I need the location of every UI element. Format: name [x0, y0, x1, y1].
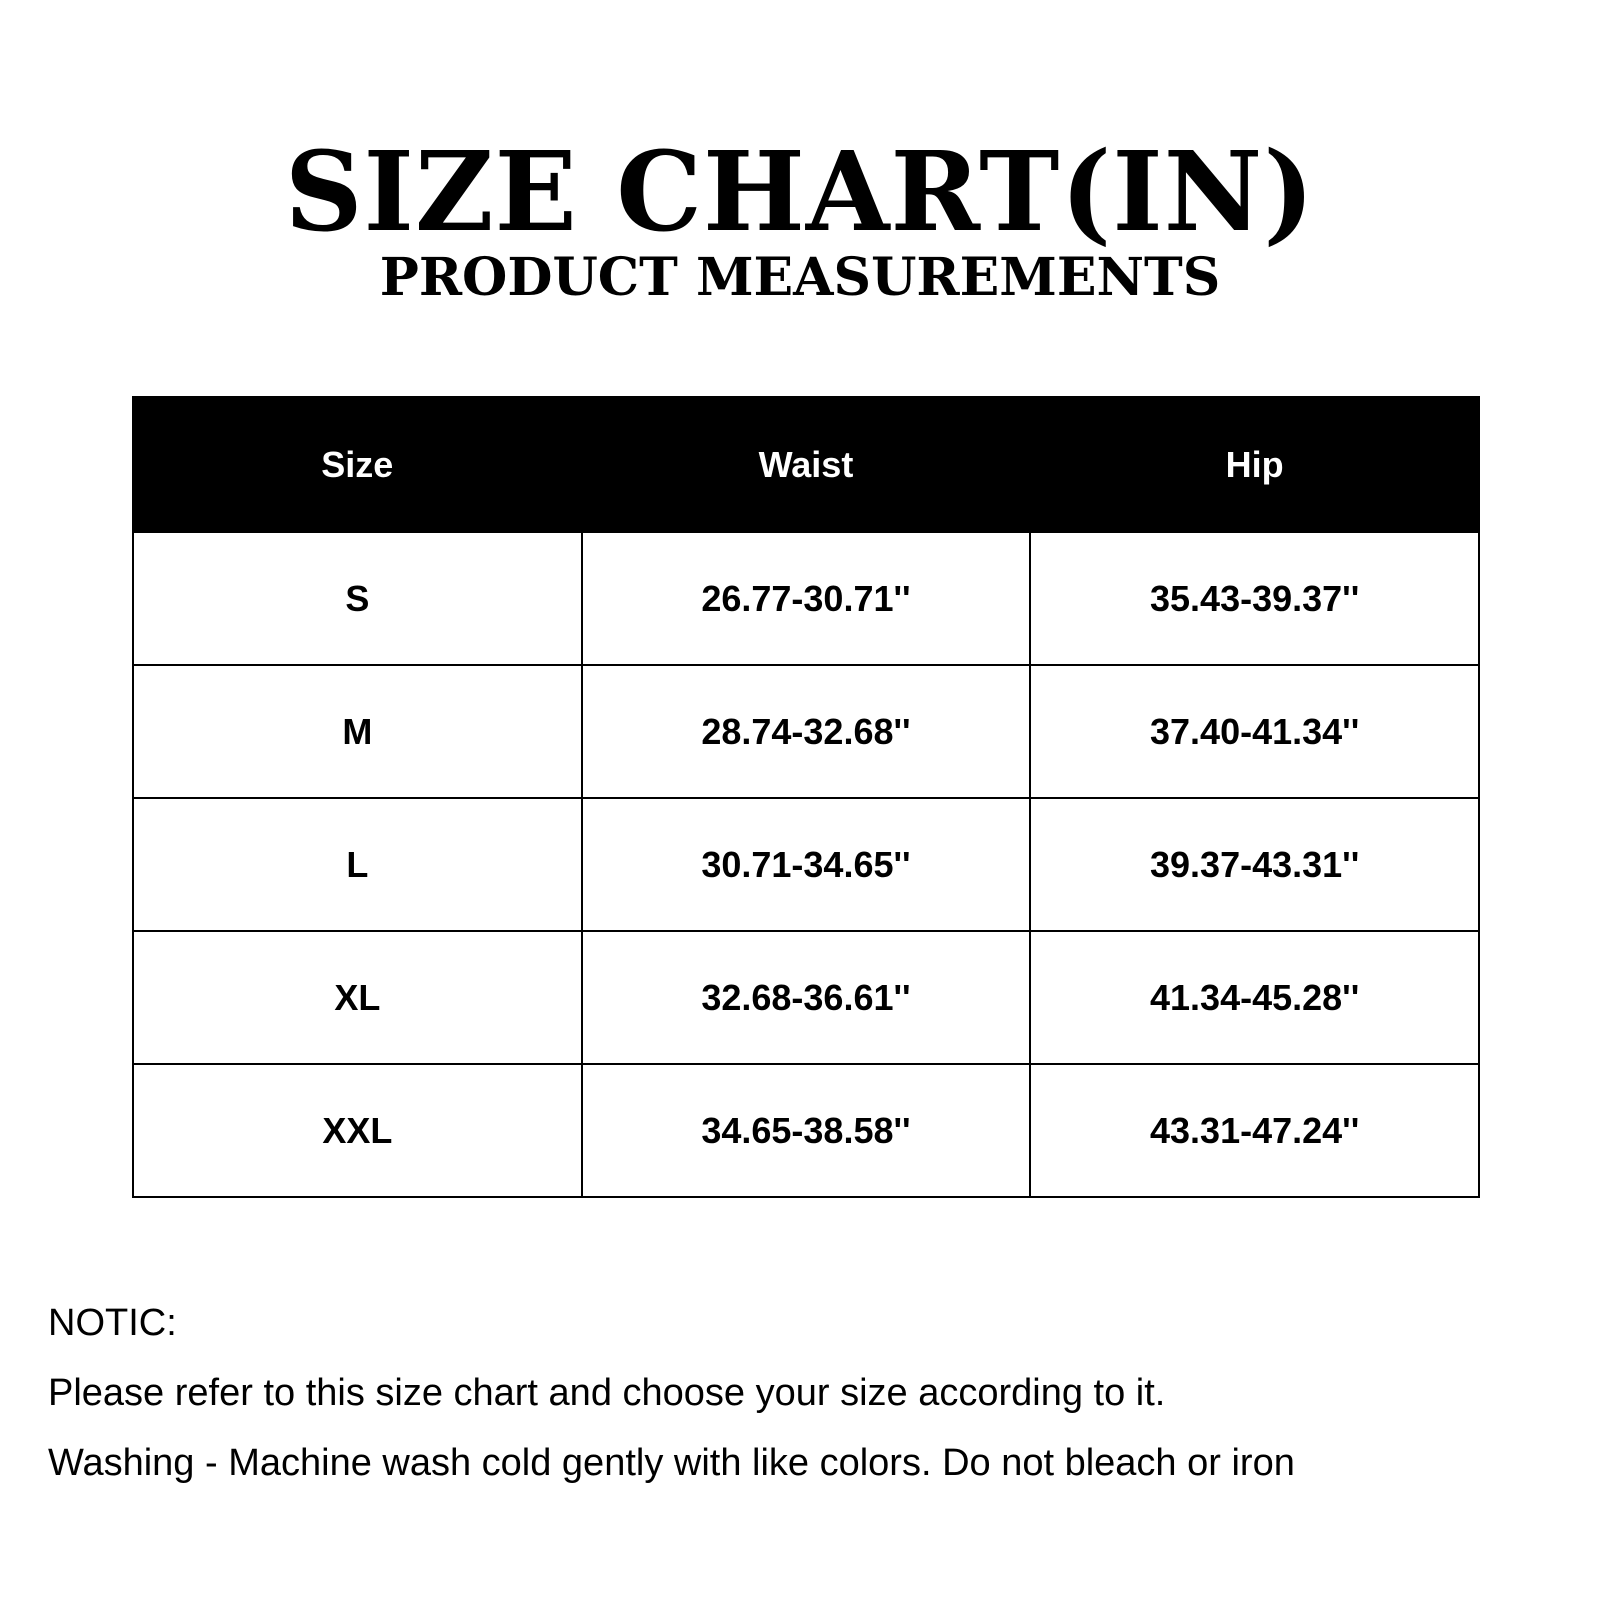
- notice-line-washing: Washing - Machine wash cold gently with like colors. Do not bleach or iron: [48, 1442, 1295, 1484]
- cell-hip: 39.37-43.31'': [1030, 798, 1479, 931]
- table-row: [133, 665, 1479, 798]
- page-subtitle: PRODUCT MEASUREMENTS: [379, 247, 1221, 308]
- cell-waist: 34.65-38.58'': [582, 1064, 1031, 1197]
- cell-size: M: [133, 665, 582, 798]
- cell-hip: 43.31-47.24'': [1030, 1064, 1479, 1197]
- column-header-size: Size: [133, 397, 582, 532]
- cell-size: XL: [133, 931, 582, 1064]
- notice-section: [48, 1288, 1295, 1498]
- size-chart-table: [132, 396, 1480, 1198]
- cell-hip: 37.40-41.34'': [1030, 665, 1479, 798]
- cell-waist: 30.71-34.65'': [582, 798, 1031, 931]
- cell-size: XXL: [133, 1064, 582, 1197]
- column-header-waist: Waist: [582, 397, 1031, 532]
- table-row: [133, 798, 1479, 931]
- cell-waist: 26.77-30.71'': [582, 532, 1031, 665]
- table-row: [133, 532, 1479, 665]
- column-header-hip: Hip: [1030, 397, 1479, 532]
- page-title: SIZE CHART(IN): [284, 127, 1316, 256]
- cell-hip: 41.34-45.28'': [1030, 931, 1479, 1064]
- cell-hip: 35.43-39.37'': [1030, 532, 1479, 665]
- notice-line-size-advice: Please refer to this size chart and choose your size according to it.: [48, 1372, 1166, 1414]
- table-row: [133, 1064, 1479, 1197]
- notice-heading: NOTIC:: [48, 1302, 177, 1344]
- cell-waist: 32.68-36.61'': [582, 931, 1031, 1064]
- table-row: [133, 931, 1479, 1064]
- cell-waist: 28.74-32.68'': [582, 665, 1031, 798]
- cell-size: L: [133, 798, 582, 931]
- cell-size: S: [133, 532, 582, 665]
- table-header-row: [133, 397, 1479, 532]
